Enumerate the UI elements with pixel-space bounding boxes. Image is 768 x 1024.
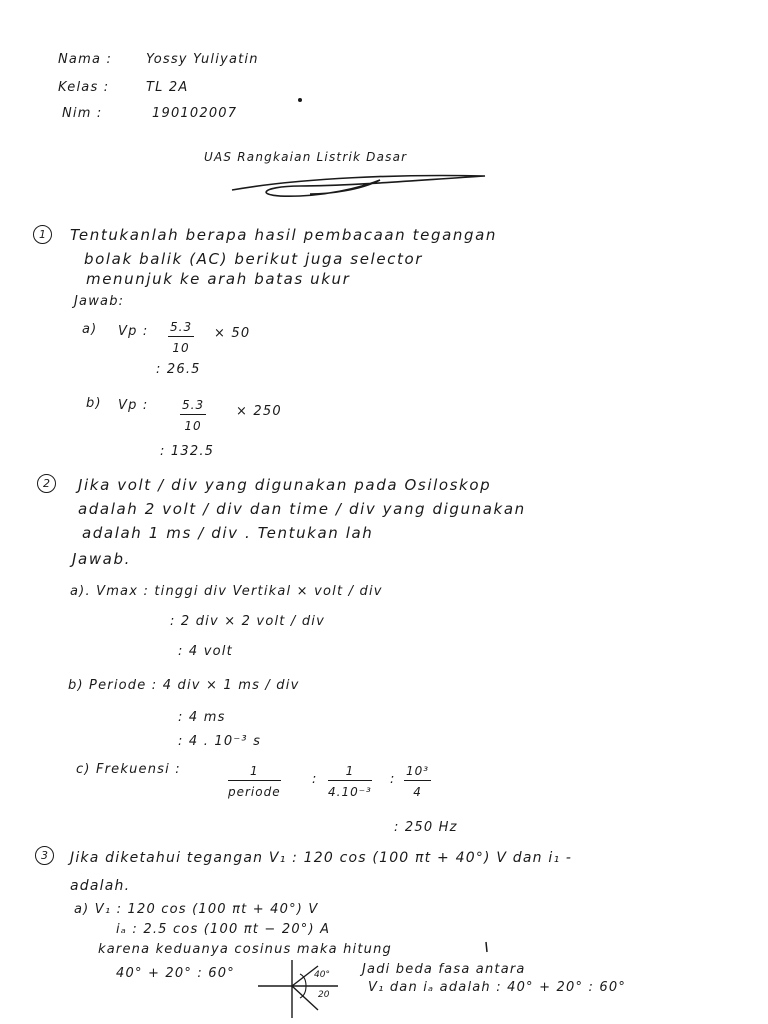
q1-text-line2: bolak balik (AC) berikut juga selector	[84, 250, 424, 268]
question-3-number: 3	[35, 846, 54, 865]
kelas-value: TL 2A	[146, 80, 189, 95]
phasor-diagram	[258, 960, 338, 1018]
q2-c-f3-numerator: 10³	[404, 764, 431, 781]
q2-b-line1: b) Periode : 4 div × 1 ms / div	[68, 678, 300, 693]
q2-c-equals1: :	[312, 772, 318, 787]
q1-a-multiplier: × 50	[214, 326, 251, 341]
phasor-label-40: 40°	[314, 970, 330, 980]
phasor-label-20: 20	[318, 990, 330, 1000]
q2-c-f2-denominator: 4.10⁻³	[328, 785, 372, 799]
title-underline-flourish	[232, 176, 485, 197]
question-2-number: 2	[37, 474, 56, 493]
q2-c-equals2: :	[390, 772, 396, 787]
q3-a-line2: iₐ : 2.5 cos (100 πt − 20°) A	[116, 922, 331, 937]
q3-note-line2: V₁ dan iₐ adalah : 40° + 20° : 60°	[368, 980, 627, 995]
q3-note-line1: Jadi beda fasa antara	[362, 962, 526, 977]
nim-label: Nim :	[62, 106, 103, 121]
q2-c-f3-denominator: 4	[413, 785, 422, 799]
q2-text-line3: adalah 1 ms / div . Tentukan lah	[82, 524, 374, 542]
ink-dot	[298, 98, 302, 102]
q1-b-label: b)	[86, 396, 102, 411]
q2-c-f1-numerator: 1	[228, 764, 281, 781]
q2-c-f1-denominator: periode	[228, 785, 281, 799]
page-title: UAS Rangkaian Listrik Dasar	[204, 150, 408, 164]
q2-c-fraction2	[328, 764, 372, 799]
q1-b-multiplier: × 250	[236, 404, 282, 419]
q1-b-numerator: 5.3	[180, 398, 206, 415]
q2-c-f2-numerator: 1	[328, 764, 372, 781]
question-1-number: 1	[33, 225, 52, 244]
nama-value: Yossy Yuliyatin	[146, 52, 259, 67]
nama-label: Nama :	[58, 52, 113, 67]
q1-jawab: Jawab:	[74, 294, 125, 309]
q2-c-fraction1	[228, 764, 281, 799]
q1-b-fraction	[180, 398, 206, 433]
q1-a-denominator: 10	[172, 341, 190, 355]
q1-b-denominator: 10	[184, 419, 202, 433]
q2-jawab: Jawab.	[72, 550, 131, 568]
q3-a-line1: a) V₁ : 120 cos (100 πt + 40°) V	[74, 902, 319, 917]
q3-a-line4: 40° + 20° : 60°	[116, 966, 235, 981]
q2-c-label: c) Frekuensi :	[76, 762, 181, 777]
kelas-label: Kelas :	[58, 80, 110, 95]
nim-value: 190102007	[152, 106, 238, 121]
q1-b-result: : 132.5	[160, 444, 215, 459]
ink-tick	[486, 942, 487, 952]
q2-b-line2: : 4 ms	[178, 710, 226, 725]
q2-b-line3: : 4 . 10⁻³ s	[178, 734, 262, 749]
q2-text-line2: adalah 2 volt / div dan time / div yang digunakan	[78, 500, 526, 518]
q1-b-lhs: Vp :	[118, 398, 149, 413]
q2-c-fraction3	[404, 764, 431, 799]
q2-text-line1: Jika volt / div yang digunakan pada Osiloskop	[78, 476, 492, 494]
q1-a-fraction	[168, 320, 194, 355]
q1-text-line1: Tentukanlah berapa hasil pembacaan tegangan	[70, 226, 497, 244]
q1-a-label: a)	[82, 322, 98, 337]
q1-a-numerator: 5.3	[168, 320, 194, 337]
q3-text-line2: adalah.	[70, 878, 131, 894]
q1-a-lhs: Vp :	[118, 324, 149, 339]
q2-a-line2: : 2 div × 2 volt / div	[170, 614, 325, 629]
q2-a-line3: : 4 volt	[178, 644, 233, 659]
q1-a-result: : 26.5	[156, 362, 201, 377]
q3-text-line1: Jika diketahui tegangan V₁ : 120 cos (100 πt + 40°) V dan i₁ -	[70, 850, 573, 866]
q2-a-line1: a). Vmax : tinggi div Vertikal × volt / div	[70, 584, 383, 599]
q2-c-result: : 250 Hz	[394, 820, 458, 835]
q3-a-line3: karena keduanya cosinus maka hitung	[98, 942, 392, 957]
q1-text-line3: menunjuk ke arah batas ukur	[86, 270, 351, 288]
